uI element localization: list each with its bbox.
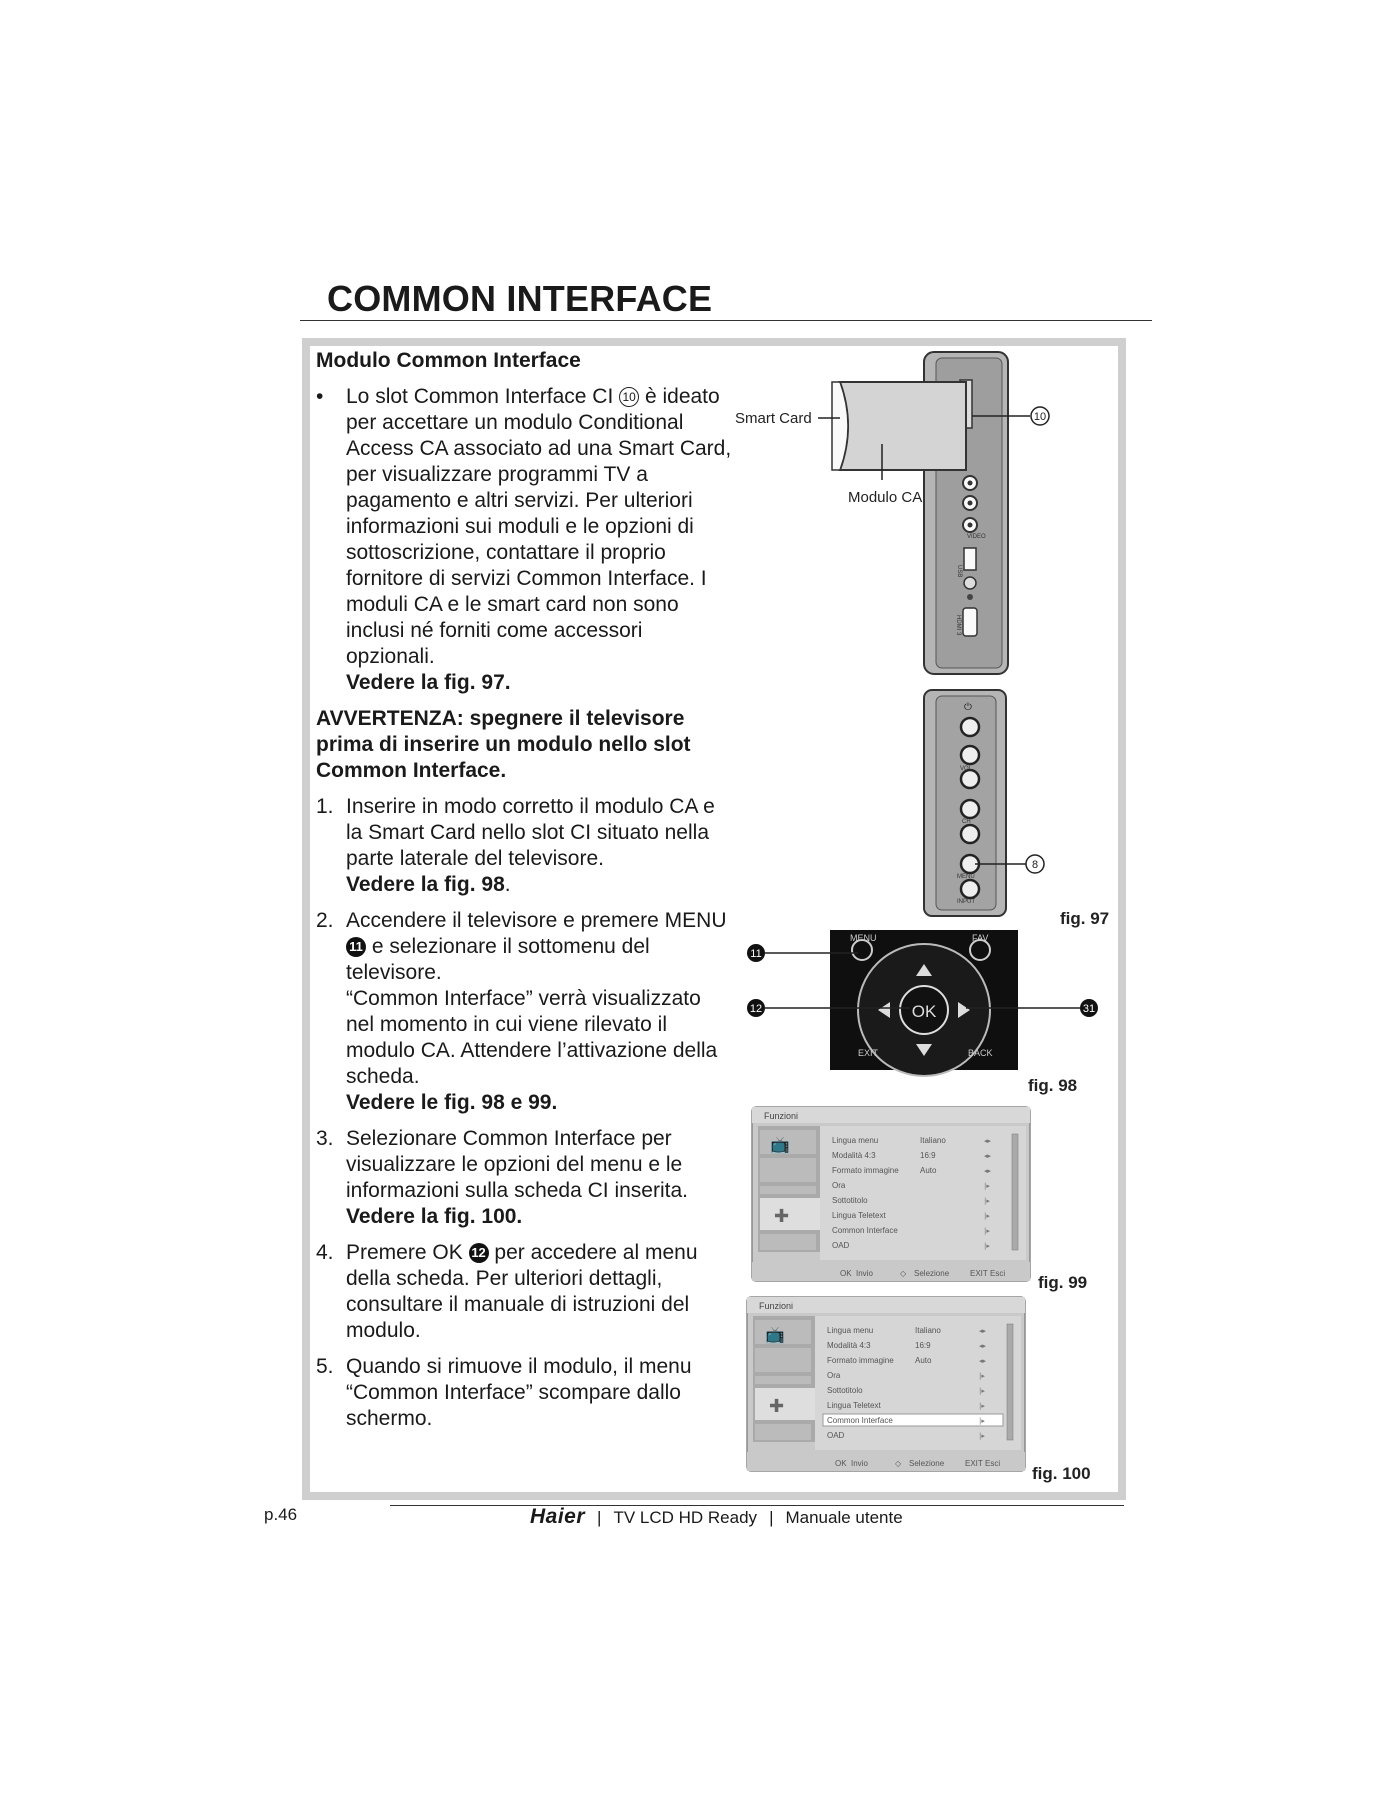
haier-logo: Haier — [530, 1505, 586, 1528]
intro-ref: Vedere la fig. 97. — [346, 671, 511, 694]
fig100-selezione: Selezione — [909, 1459, 945, 1468]
tv-icon: 📺 — [765, 1327, 785, 1344]
move-arrows-icon: ◇ — [895, 1459, 902, 1468]
menu-row-value: Italiano — [915, 1326, 941, 1335]
enter-arrow-icon: |▸ — [979, 1432, 985, 1440]
fig99-invio: Invio — [856, 1269, 873, 1278]
fig99-screen — [752, 1107, 1087, 1292]
menu-row-value: 16:9 — [915, 1341, 931, 1350]
enter-arrow-icon: |▸ — [984, 1182, 990, 1190]
fig97-illustration — [735, 352, 1109, 928]
usb-port — [964, 548, 976, 570]
marker-11-text: 11 — [750, 948, 762, 960]
fig99-esci: Esci — [990, 1269, 1006, 1278]
ch-label: CH — [962, 819, 971, 825]
footer — [530, 1505, 903, 1529]
menu-row-label[interactable]: Formato immagine — [832, 1166, 899, 1175]
fig100-caption: fig. 100 — [1032, 1464, 1091, 1483]
fig100-screen — [747, 1297, 1091, 1483]
marker-31-text: 31 — [1082, 1003, 1096, 1015]
menu-row-label[interactable]: Ora — [832, 1181, 846, 1190]
menu-row-label[interactable]: Common Interface — [827, 1416, 893, 1425]
menu-row-value: Auto — [920, 1166, 937, 1175]
menu-row-label[interactable]: Sottotitolo — [827, 1386, 863, 1395]
smart-card-label: Smart Card — [735, 410, 812, 427]
marker-12-icon: 12 — [469, 1243, 489, 1263]
step-text: Selezionare Common Interface per visualizzare le opzioni del menu e le informazioni sulla scheda CI inserita. — [346, 1127, 688, 1202]
fig98-illustration — [747, 930, 1098, 1095]
step-text-b: per accedere al menu della scheda. Per ulteriori dettagli, consultare il manuale di istruzioni del modulo. — [346, 1241, 698, 1342]
menu-row-label[interactable]: Common Interface — [832, 1226, 898, 1235]
step-ref: Vedere la fig. 98 — [346, 873, 505, 896]
back-label: BACK — [968, 1048, 993, 1058]
ca-module-label: Modulo CA — [848, 489, 923, 506]
hdmi-label: HDMI 3 — [955, 615, 961, 636]
fig100-ok-key: OK — [835, 1459, 847, 1468]
left-right-arrows-icon: ◂▸ — [979, 1327, 987, 1335]
step-number: 2. — [316, 909, 334, 932]
fig99-title: Funzioni — [764, 1111, 799, 1121]
tools-icon: ✚ — [774, 1206, 790, 1226]
step-text: Quando si rimuove il modulo, il menu “Common Interface” scompare dallo schermo. — [346, 1355, 692, 1430]
enter-arrow-icon: |▸ — [984, 1212, 990, 1220]
exit-label: EXIT — [858, 1048, 879, 1058]
fig99-exit-key: EXIT — [970, 1269, 988, 1278]
step-text: Inserire in modo corretto il modulo CA e la Smart Card nello slot CI situato nella parte laterale del televisore. — [346, 795, 715, 870]
tv-icon: 📺 — [770, 1137, 790, 1154]
page-title: COMMON INTERFACE — [327, 278, 713, 319]
ok-label: OK — [911, 1002, 937, 1021]
left-right-arrows-icon: ◂▸ — [984, 1167, 992, 1175]
step-text-c: “Common Interface” verrà visualizzato nel momento in cui viene rilevato il modulo CA. Attendere l’attivazione della scheda. — [346, 987, 718, 1088]
marker-10-icon: 10 — [619, 387, 639, 407]
step-number: 3. — [316, 1127, 334, 1150]
step-text-a: Premere OK — [346, 1241, 463, 1264]
enter-arrow-icon: |▸ — [979, 1372, 985, 1380]
step-number: 5. — [316, 1355, 334, 1378]
menu-row-value: Italiano — [920, 1136, 946, 1145]
menu-button-label: MENU — [957, 874, 975, 880]
bullet-mark: • — [316, 385, 324, 408]
step-number: 1. — [316, 795, 334, 818]
warning-text: AVVERTENZA: spegnere il televisore prima di inserire un modulo nello slot Common Interface. — [316, 707, 691, 782]
menu-row-label[interactable]: Ora — [827, 1371, 841, 1380]
intro-text-a: Lo slot Common Interface CI — [346, 385, 614, 408]
hdmi-port — [963, 608, 977, 636]
menu-row-label[interactable]: Sottotitolo — [832, 1196, 868, 1205]
enter-arrow-icon: |▸ — [984, 1242, 990, 1250]
left-right-arrows-icon: ◂▸ — [984, 1137, 992, 1145]
vol-label: VOL — [960, 766, 973, 772]
fig100-title: Funzioni — [759, 1301, 794, 1311]
menu-row-label[interactable]: Formato immagine — [827, 1356, 894, 1365]
menu-row-label[interactable]: Modalità 4:3 — [832, 1151, 876, 1160]
step-text-b: e selezionare il sottomenu del televisore. — [346, 935, 650, 984]
fig100-esci: Esci — [985, 1459, 1001, 1468]
footer-product: TV LCD HD Ready — [613, 1508, 758, 1527]
tools-icon: ✚ — [769, 1396, 785, 1416]
fig97-caption: fig. 97 — [1060, 909, 1110, 928]
marker-12-text: 12 — [749, 1003, 763, 1015]
menu-row-value: Auto — [915, 1356, 932, 1365]
page-number: p.46 — [264, 1505, 298, 1524]
enter-arrow-icon: |▸ — [979, 1402, 985, 1410]
menu-row-label[interactable]: Lingua Teletext — [827, 1401, 881, 1410]
step-ref: Vedere le fig. 98 e 99. — [346, 1091, 558, 1114]
enter-arrow-icon: |▸ — [979, 1387, 985, 1395]
marker-8-text: 8 — [1031, 859, 1039, 871]
fig100-invio: Invio — [851, 1459, 868, 1468]
menu-row-label[interactable]: Modalità 4:3 — [827, 1341, 871, 1350]
power-icon: ⏻ — [964, 702, 972, 713]
left-right-arrows-icon: ◂▸ — [984, 1152, 992, 1160]
step-text-a: Accendere il televisore e premere MENU — [346, 909, 727, 932]
footer-sep: | — [769, 1508, 774, 1527]
footer-doc: Manuale utente — [785, 1508, 903, 1527]
move-arrows-icon: ◇ — [900, 1269, 907, 1278]
video-label: VIDEO — [967, 534, 986, 540]
fig100-exit-key: EXIT — [965, 1459, 983, 1468]
fav-label: FAV — [972, 933, 989, 943]
menu-label: MENU — [850, 933, 877, 943]
step-number: 4. — [316, 1241, 334, 1264]
menu-row-label[interactable]: OAD — [827, 1431, 845, 1440]
intro-text-b: è ideato per accettare un modulo Conditional Access CA associato ad una Smart Card, per visualizzare programmi TV a pagamento e altri servizi. Per ulteriori informazioni sui moduli e le opzioni di sottoscrizione, contattare il proprio fornitore di servizi Common Interface. I moduli CA e le smart card non sono inclusi né forniti come accessori opzionali. — [346, 385, 732, 668]
enter-arrow-icon: |▸ — [979, 1417, 985, 1425]
ca-module — [840, 382, 966, 470]
menu-row-label[interactable]: Lingua menu — [832, 1136, 879, 1145]
usb-label: USB — [956, 565, 962, 578]
menu-row-label[interactable]: Lingua Teletext — [832, 1211, 886, 1220]
step-ref-tail: . — [504, 873, 511, 896]
footer-sep: | — [597, 1508, 602, 1527]
input-label: INPUT — [957, 899, 975, 905]
step-ref: Vedere la fig. 100. — [346, 1205, 523, 1228]
marker-10-text: 10 — [1033, 411, 1047, 423]
section-heading: Modulo Common Interface — [316, 349, 581, 372]
menu-row-label[interactable]: OAD — [832, 1241, 850, 1250]
fig99-ok-key: OK — [840, 1269, 852, 1278]
left-right-arrows-icon: ◂▸ — [979, 1342, 987, 1350]
enter-arrow-icon: |▸ — [984, 1227, 990, 1235]
fig98-caption: fig. 98 — [1028, 1076, 1078, 1095]
enter-arrow-icon: |▸ — [984, 1197, 990, 1205]
menu-row-value: 16:9 — [920, 1151, 936, 1160]
left-right-arrows-icon: ◂▸ — [979, 1357, 987, 1365]
marker-11-icon: 11 — [346, 937, 366, 957]
fig99-caption: fig. 99 — [1038, 1273, 1088, 1292]
fig99-selezione: Selezione — [914, 1269, 950, 1278]
menu-row-label[interactable]: Lingua menu — [827, 1326, 874, 1335]
